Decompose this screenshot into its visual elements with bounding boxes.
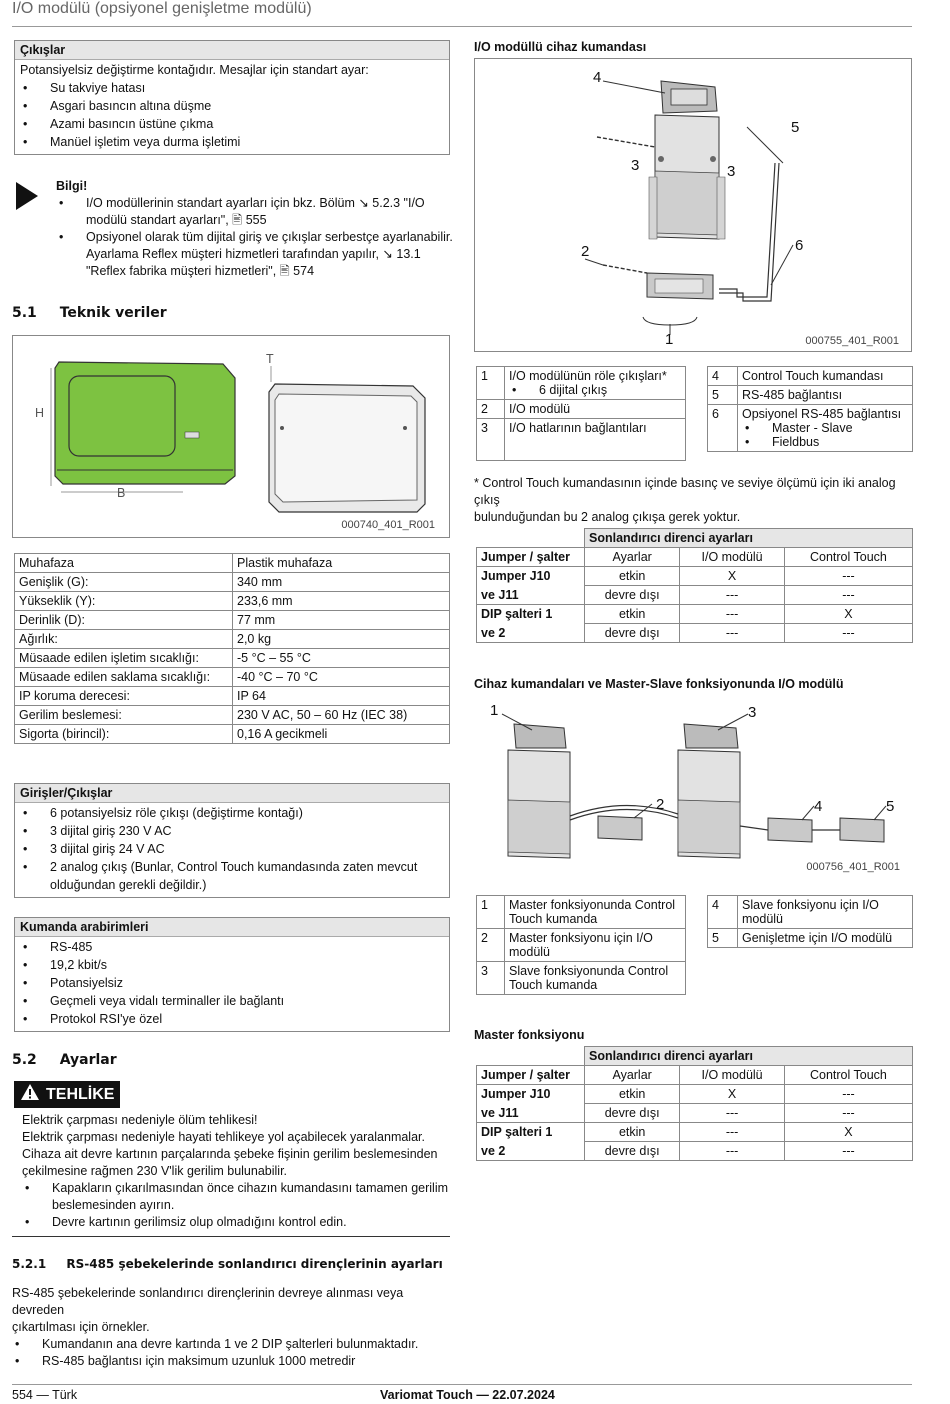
control-figure [474, 58, 912, 352]
legend-cell [505, 962, 686, 995]
table-row [15, 649, 450, 668]
spec-value: 2,0 kg [233, 630, 450, 649]
danger-badge [14, 1081, 120, 1108]
danger-item-line: • Kapakların çıkarılmasından önce cihazın kumandasını tamamen gerilim [52, 1181, 449, 1195]
legend-text: modülü [742, 912, 783, 926]
legend-text: Slave fonksiyonu için I/O [742, 898, 879, 912]
spec-label: Genişlik (G): [15, 573, 233, 592]
info-text[interactable]: "Reflex fabrika müşteri hizmetleri", 🖹 574 [86, 264, 315, 278]
table-cell: --- [784, 624, 912, 643]
table-cell: DIP şalteri 1 [477, 605, 585, 624]
legend-number: 4 [708, 367, 738, 386]
table-cell: etkin [585, 1085, 680, 1104]
table-row [477, 1142, 913, 1161]
table-cell: devre dışı [585, 624, 680, 643]
table-row [477, 1085, 913, 1104]
spec-label: Derinlik (D): [15, 611, 233, 630]
danger-line: Cihaza ait devre kartının parçalarında şebeke fişinin gerilim beslemesinden [22, 1147, 438, 1161]
legend-row [708, 929, 913, 948]
legend-number: 5 [708, 386, 738, 405]
legend-number: 6 [708, 405, 738, 452]
spec-label: Müsaade edilen saklama sıcaklığı: [15, 668, 233, 687]
table-header-row [477, 548, 913, 567]
spec-value: 340 mm [233, 573, 450, 592]
danger-line: Elektrik çarpması nedeniyle hayati tehlikeye yol açabilecek yaralanmalar. [22, 1130, 425, 1144]
table-cell: --- [680, 1104, 785, 1123]
master-slave-illustration [474, 696, 912, 880]
table-cell: --- [680, 586, 785, 605]
section-title: RS-485 şebekelerinde sonlandırıcı dirençlerinin ayarları [66, 1257, 443, 1271]
table-header: Control Touch [784, 548, 912, 567]
legend-subtext: • Master - Slave [742, 421, 908, 435]
legend-text: Master fonksiyonu için I/O [509, 931, 653, 945]
legend-control-right [707, 366, 913, 452]
spec-label: Ağırlık: [15, 630, 233, 649]
spec-value: Plastik muhafaza [233, 554, 450, 573]
section-5-1-heading [12, 305, 167, 321]
legend-row [477, 419, 686, 461]
control-item: • RS-485 [20, 938, 444, 956]
table-cell: --- [784, 567, 912, 586]
danger-item [22, 1180, 452, 1214]
table-cell: etkin [585, 605, 680, 624]
legend-number: 1 [477, 896, 505, 929]
control-item: • Protokol RSI'ye özel [20, 1010, 444, 1028]
spec-value: IP 64 [233, 687, 450, 706]
legend-row [477, 896, 686, 929]
legend-number: 1 [477, 367, 505, 400]
footer-page: 554 — Türk [12, 1388, 78, 1402]
table-row [477, 605, 913, 624]
spec-label: IP koruma derecesi: [15, 687, 233, 706]
info-text[interactable]: • I/O modüllerinin standart ayarları için bkz. Bölüm ↘ 5.2.3 "I/O [86, 196, 425, 210]
table-header: I/O modülü [680, 548, 785, 567]
outputs-box [14, 40, 450, 155]
legend-cell [505, 929, 686, 962]
table-cell: --- [784, 1142, 912, 1161]
legend-text: I/O modülü [505, 400, 686, 419]
fig-ms-title: Cihaz kumandaları ve Master-Slave fonksiyonunda I/O modülü [474, 677, 844, 691]
outputs-intro: Potansiyelsiz değiştirme kontağıdır. Mesajlar için standart ayar: [20, 63, 369, 77]
danger-item-line: beslemesinden ayırın. [52, 1198, 175, 1212]
callout-3: 3 [631, 157, 640, 174]
callout-2: 2 [656, 796, 665, 813]
figure-code: 000740_401_R001 [341, 519, 435, 531]
table-header: Ayarlar [585, 548, 680, 567]
callout-3: 3 [727, 163, 736, 180]
legend-cell [505, 367, 686, 400]
dim-label-h: H [35, 406, 45, 420]
outputs-item: • Azami basıncın üstüne çıkma [20, 115, 444, 133]
table-cell: --- [680, 1142, 785, 1161]
legend-control-left [476, 366, 686, 461]
callout-1: 1 [665, 331, 674, 348]
spec-value: 230 V AC, 50 – 60 Hz (IEC 38) [233, 706, 450, 725]
section-5-2-1-body [12, 1285, 452, 1370]
table-row [15, 687, 450, 706]
table-row [15, 706, 450, 725]
section-number: 5.1 [12, 305, 37, 321]
table-cell: devre dışı [585, 1104, 680, 1123]
spec-value: 77 mm [233, 611, 450, 630]
danger-text [22, 1112, 452, 1231]
legend-text: I/O hatlarının bağlantıları [505, 419, 686, 461]
section-5-2-1-heading [12, 1257, 443, 1271]
control-box-title: Kumanda arabirimleri [15, 918, 449, 937]
table-row [15, 611, 450, 630]
termination-table-1 [476, 528, 913, 643]
danger-divider [12, 1236, 450, 1237]
spec-label: Müsaade edilen işletim sıcaklığı: [15, 649, 233, 668]
info-block [56, 178, 456, 280]
table-caption-row [477, 529, 913, 548]
legend-text: modülü [509, 945, 550, 959]
table-row [15, 592, 450, 611]
table-cell: --- [784, 586, 912, 605]
spec-label: Gerilim beslemesi: [15, 706, 233, 725]
table-row [15, 554, 450, 573]
table-cell: ve 2 [477, 1142, 585, 1161]
spec-value: -40 °C – 70 °C [233, 668, 450, 687]
table-cell: --- [680, 605, 785, 624]
legend-number: 2 [477, 400, 505, 419]
danger-line: Elektrik çarpması nedeniyle ölüm tehlikesi! [22, 1113, 258, 1127]
table-row [477, 586, 913, 605]
legend-text: Slave fonksiyonunda Control [509, 964, 669, 978]
table-spacer [477, 1047, 585, 1066]
figure-code: 000756_401_R001 [806, 861, 900, 873]
table-row [477, 624, 913, 643]
table-cell: X [784, 1123, 912, 1142]
legend-row [708, 367, 913, 386]
table-cell: X [784, 605, 912, 624]
warning-icon [20, 1083, 40, 1106]
specs-table [14, 553, 450, 744]
control-item: • 19,2 kbit/s [20, 956, 444, 974]
legend-subtext: • Fieldbus [742, 435, 908, 449]
spec-label: Muhafaza [15, 554, 233, 573]
list-item: • RS-485 bağlantısı için maksimum uzunluk 1000 metredir [12, 1353, 452, 1370]
table-cell: --- [784, 1085, 912, 1104]
callout-4: 4 [814, 798, 823, 815]
legend-row [708, 386, 913, 405]
io-item: • 3 dijital giriş 230 V AC [20, 822, 444, 840]
legend-cell [738, 896, 913, 929]
table-spacer [477, 529, 585, 548]
dimensions-illustration [13, 336, 451, 539]
table-cell: devre dışı [585, 586, 680, 605]
danger-badge-label: TEHLİKE [46, 1085, 115, 1103]
spec-value: 233,6 mm [233, 592, 450, 611]
legend-text: Genişletme için I/O modülü [738, 929, 913, 948]
termination-table-2 [476, 1046, 913, 1161]
outputs-item: • Asgari basıncın altına düşme [20, 97, 444, 115]
legend-text: Touch kumanda [509, 912, 598, 926]
table-row [477, 1123, 913, 1142]
legend-row [477, 367, 686, 400]
danger-item: • Devre kartının gerilimsiz olup olmadığını kontrol edin. [22, 1214, 452, 1231]
legend-number: 2 [477, 929, 505, 962]
section-title: Teknik veriler [59, 305, 167, 321]
spec-label: Sigorta (birincil): [15, 725, 233, 744]
section-number: 5.2.1 [12, 1257, 47, 1271]
legend-text: RS-485 bağlantısı [738, 386, 913, 405]
io-item [20, 858, 444, 894]
legend-text: I/O modülünün röle çıkışları* [509, 369, 667, 383]
control-illustration [475, 59, 913, 353]
paragraph-line: çıkartılması için örnekler. [12, 1320, 150, 1334]
fig-control-title: I/O modüllü cihaz kumandası [474, 40, 647, 54]
paragraph-line: RS-485 şebekelerinde sonlandırıcı dirençlerinin devreye alınması veya devreden [12, 1286, 404, 1317]
page-header-title: I/O modülü (opsiyonel genişletme modülü) [12, 0, 312, 17]
legend-text: Master fonksiyonunda Control [509, 898, 676, 912]
table-cell: DIP şalteri 1 [477, 1123, 585, 1142]
table-cell: etkin [585, 567, 680, 586]
legend-text: Opsiyonel RS-485 bağlantısı [742, 407, 902, 421]
master-function-label: Master fonksiyonu [474, 1028, 585, 1042]
legend-row [708, 896, 913, 929]
legend-cell [505, 896, 686, 929]
table-cell: ve 2 [477, 624, 585, 643]
table-caption: Sonlandırıcı direnci ayarları [585, 529, 913, 548]
outputs-item: • Manüel işletim veya durma işletimi [20, 133, 444, 151]
section-number: 5.2 [12, 1052, 37, 1068]
table-header-row [477, 1066, 913, 1085]
table-header: I/O modülü [680, 1066, 785, 1085]
figure-code: 000755_401_R001 [805, 335, 899, 347]
io-box [14, 783, 450, 898]
footer-doc: Variomat Touch — 22.07.2024 [380, 1388, 555, 1402]
table-header: Ayarlar [585, 1066, 680, 1085]
table-cell: --- [680, 1123, 785, 1142]
legend-subtext: • 6 dijital çıkış [509, 383, 681, 397]
table-row [15, 573, 450, 592]
callout-6: 6 [795, 237, 804, 254]
master-slave-figure [474, 696, 912, 880]
io-item-line: • 2 analog çıkış (Bunlar, Control Touch kumandasında zaten mevcut [50, 860, 418, 874]
callout-2: 2 [581, 243, 590, 260]
legend-row [477, 962, 686, 995]
table-cell: etkin [585, 1123, 680, 1142]
table-cell: --- [680, 624, 785, 643]
table-cell: X [680, 567, 785, 586]
table-header: Jumper / şalter [477, 548, 585, 567]
danger-line: çekilmesine rağmen 230 V'lik gerilim bulunabilir. [22, 1164, 288, 1178]
info-item [56, 229, 456, 280]
table-header: Control Touch [784, 1066, 912, 1085]
table-cell: ve J11 [477, 586, 585, 605]
io-item-line: olduğundan gerekli değildir.) [50, 878, 207, 892]
header-divider [12, 26, 912, 27]
table-cell: --- [784, 1104, 912, 1123]
legend-number: 3 [477, 962, 505, 995]
control-interfaces-box [14, 917, 450, 1032]
legend-number: 4 [708, 896, 738, 929]
info-text[interactable]: modülü standart ayarları", 🖹 555 [86, 213, 267, 227]
io-item: • 3 dijital giriş 24 V AC [20, 840, 444, 858]
dimensions-figure [12, 335, 450, 538]
outputs-box-title: Çıkışlar [15, 41, 449, 60]
legend-number: 5 [708, 929, 738, 948]
footnote [474, 475, 914, 526]
callout-1: 1 [490, 702, 499, 719]
table-row [477, 1104, 913, 1123]
legend-cell [738, 405, 913, 452]
legend-row [477, 400, 686, 419]
table-caption-row [477, 1047, 913, 1066]
table-row [477, 567, 913, 586]
legend-ms-left [476, 895, 686, 995]
footer-divider [12, 1384, 912, 1385]
footnote-line: * Control Touch kumandasının içinde basınç ve seviye ölçümü için iki analog çıkış [474, 476, 896, 507]
table-cell: X [680, 1085, 785, 1104]
spec-value: -5 °C – 55 °C [233, 649, 450, 668]
dim-label-b: B [117, 486, 126, 500]
table-cell: Jumper J10 [477, 567, 585, 586]
legend-row [477, 929, 686, 962]
legend-row [708, 405, 913, 452]
section-5-2-heading [12, 1052, 117, 1068]
info-text: • Opsiyonel olarak tüm dijital giriş ve çıkışlar serbestçe ayarlanabilir. [86, 230, 453, 244]
table-cell: ve J11 [477, 1104, 585, 1123]
table-cell: Jumper J10 [477, 1085, 585, 1104]
io-item: • 6 potansiyelsiz röle çıkışı (değiştirme kontağı) [20, 804, 444, 822]
table-cell: devre dışı [585, 1142, 680, 1161]
info-arrow-icon [14, 180, 44, 214]
list-item: • Kumandanın ana devre kartında 1 ve 2 DIP şalterleri bulunmaktadır. [12, 1336, 452, 1353]
footnote-line: bulunduğundan bu 2 analog çıkışa gerek yoktur. [474, 510, 741, 524]
table-row [15, 668, 450, 687]
info-text[interactable]: Ayarlama Reflex müşteri hizmetleri tarafından yapılır, ↘ 13.1 [86, 247, 421, 261]
table-row [15, 630, 450, 649]
callout-4: 4 [593, 69, 602, 86]
info-item [56, 195, 456, 229]
table-row [15, 725, 450, 744]
table-caption: Sonlandırıcı direnci ayarları [585, 1047, 913, 1066]
legend-text: Control Touch kumandası [738, 367, 913, 386]
spec-value: 0,16 A gecikmeli [233, 725, 450, 744]
table-header: Jumper / şalter [477, 1066, 585, 1085]
spec-label: Yükseklik (Y): [15, 592, 233, 611]
legend-ms-right [707, 895, 913, 948]
dim-label-t: T [266, 352, 274, 366]
control-item: • Potansiyelsiz [20, 974, 444, 992]
control-item: • Geçmeli veya vidalı terminaller ile bağlantı [20, 992, 444, 1010]
legend-number: 3 [477, 419, 505, 461]
callout-5: 5 [886, 798, 895, 815]
section-title: Ayarlar [59, 1052, 117, 1068]
callout-3: 3 [748, 704, 757, 721]
legend-text: Touch kumanda [509, 978, 598, 992]
callout-5: 5 [791, 119, 800, 136]
io-box-title: Girişler/Çıkışlar [15, 784, 449, 803]
info-label: Bilgi! [56, 179, 88, 193]
outputs-item: • Su takviye hatası [20, 79, 444, 97]
